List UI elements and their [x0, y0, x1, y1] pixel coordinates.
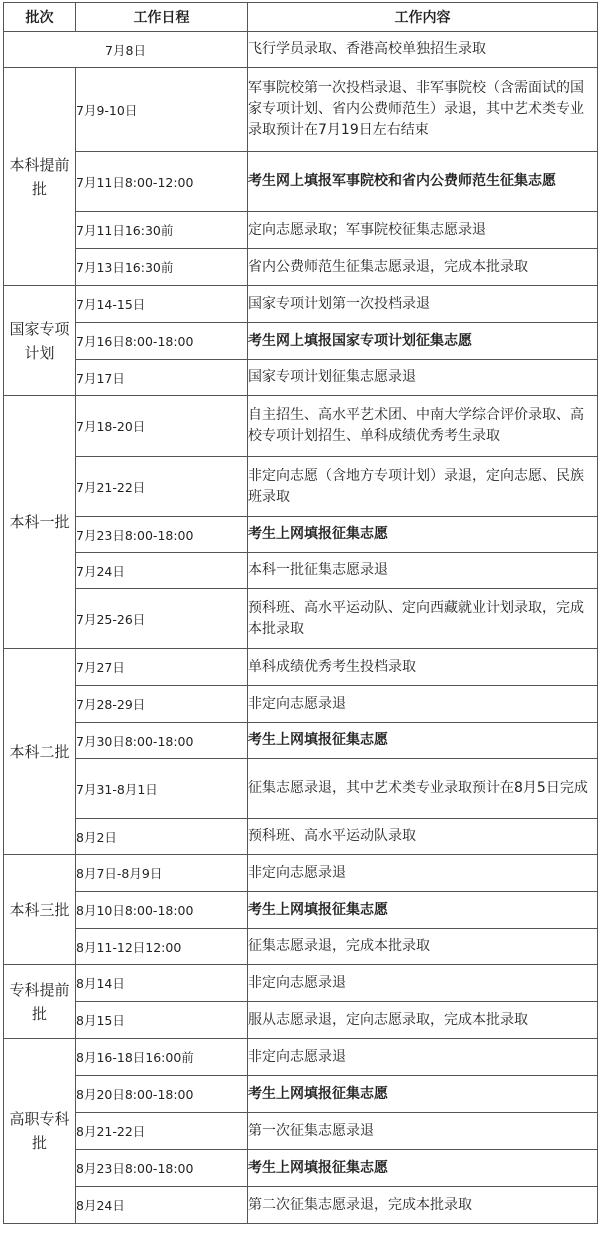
content-cell: 单科成绩优秀考生投档录取	[248, 649, 598, 686]
content-cell: 考生网上填报国家专项计划征集志愿	[248, 323, 598, 360]
table-row	[4, 517, 598, 553]
content-cell: 非定向志愿录退	[248, 1039, 598, 1076]
date-cell: 7月30日8:00-18:00	[76, 723, 248, 759]
date-cell: 8月16-18日16:00前	[76, 1039, 248, 1076]
table-row	[4, 965, 598, 1002]
table-row	[4, 855, 598, 892]
content-cell: 预科班、高水平运动队录取	[248, 819, 598, 855]
table-row	[4, 212, 598, 249]
header-row	[4, 3, 598, 32]
date-cell: 8月7日-8月9日	[76, 855, 248, 892]
content-cell: 预科班、高水平运动队、定向西藏就业计划录取，完成本批录取	[248, 589, 598, 649]
date-cell: 7月13日16:30前	[76, 249, 248, 286]
content-cell: 第一次征集志愿录退	[248, 1113, 598, 1150]
date-cell: 8月20日8:00-18:00	[76, 1076, 248, 1113]
content-cell: 非定向志愿（含地方专项计划）录退，定向志愿、民族班录取	[248, 457, 598, 517]
date-cell: 7月23日8:00-18:00	[76, 517, 248, 553]
date-cell: 8月21-22日	[76, 1113, 248, 1150]
date-cell: 7月16日8:00-18:00	[76, 323, 248, 360]
admission-schedule-table	[3, 2, 598, 1224]
table-row	[4, 929, 598, 965]
date-cell: 7月25-26日	[76, 589, 248, 649]
batch-cell: 本科一批	[4, 396, 76, 649]
header-date: 工作日程	[76, 3, 248, 32]
content-cell: 征集志愿录退，其中艺术类专业录取预计在8月5日完成	[248, 759, 598, 819]
batch-cell: 本科二批	[4, 649, 76, 855]
date-cell: 7月17日	[76, 360, 248, 396]
date-cell: 7月11日8:00-12:00	[76, 152, 248, 212]
table-row	[4, 1039, 598, 1076]
date-cell: 8月10日8:00-18:00	[76, 892, 248, 929]
table-row	[4, 68, 598, 152]
table-row	[4, 249, 598, 286]
table-row	[4, 286, 598, 323]
table-row	[4, 1150, 598, 1187]
content-cell: 考生上网填报征集志愿	[248, 517, 598, 553]
table-row	[4, 819, 598, 855]
date-cell: 7月31-8月1日	[76, 759, 248, 819]
table-row	[4, 1076, 598, 1113]
table-row	[4, 323, 598, 360]
date-cell: 7月18-20日	[76, 396, 248, 457]
table-row	[4, 360, 598, 396]
date-cell: 7月8日	[4, 32, 248, 68]
table-row	[4, 759, 598, 819]
date-cell: 8月11-12日12:00	[76, 929, 248, 965]
date-cell: 7月24日	[76, 553, 248, 589]
content-cell: 考生上网填报征集志愿	[248, 1150, 598, 1187]
content-cell: 国家专项计划第一次投档录退	[248, 286, 598, 323]
content-cell: 国家专项计划征集志愿录退	[248, 360, 598, 396]
table-row	[4, 152, 598, 212]
date-cell: 8月24日	[76, 1187, 248, 1224]
batch-cell: 高职专科批	[4, 1039, 76, 1224]
table-row	[4, 892, 598, 929]
content-cell: 征集志愿录退，完成本批录取	[248, 929, 598, 965]
content-cell: 考生上网填报征集志愿	[248, 1076, 598, 1113]
batch-cell: 本科提前批	[4, 68, 76, 286]
content-cell: 飞行学员录取、香港高校单独招生录取	[248, 32, 598, 68]
date-cell: 7月11日16:30前	[76, 212, 248, 249]
table-row	[4, 553, 598, 589]
table-row	[4, 396, 598, 457]
date-cell: 8月14日	[76, 965, 248, 1002]
batch-cell: 国家专项计划	[4, 286, 76, 396]
table-row	[4, 589, 598, 649]
date-cell: 7月9-10日	[76, 68, 248, 152]
batch-cell: 专科提前批	[4, 965, 76, 1039]
table-row	[4, 32, 598, 68]
content-cell: 考生上网填报征集志愿	[248, 723, 598, 759]
date-cell: 7月21-22日	[76, 457, 248, 517]
date-cell: 7月14-15日	[76, 286, 248, 323]
content-cell: 军事院校第一次投档录退、非军事院校（含需面试的国家专项计划、省内公费师范生）录退，其中艺术类专业录取预计在7月19日左右结束	[248, 68, 598, 152]
date-cell: 8月15日	[76, 1002, 248, 1039]
table-row	[4, 457, 598, 517]
batch-cell: 本科三批	[4, 855, 76, 965]
content-cell: 考生上网填报征集志愿	[248, 892, 598, 929]
table-row	[4, 686, 598, 723]
content-cell: 自主招生、高水平艺术团、中南大学综合评价录取、高校专项计划招生、单科成绩优秀考生录取	[248, 396, 598, 457]
date-cell: 8月23日8:00-18:00	[76, 1150, 248, 1187]
content-cell: 非定向志愿录退	[248, 855, 598, 892]
table-row	[4, 649, 598, 686]
content-cell: 考生网上填报军事院校和省内公费师范生征集志愿	[248, 152, 598, 212]
content-cell: 本科一批征集志愿录退	[248, 553, 598, 589]
table-row	[4, 1002, 598, 1039]
content-cell: 省内公费师范生征集志愿录退，完成本批录取	[248, 249, 598, 286]
date-cell: 7月28-29日	[76, 686, 248, 723]
table-row	[4, 1113, 598, 1150]
header-batch: 批次	[4, 3, 76, 32]
table-row	[4, 1187, 598, 1224]
content-cell: 服从志愿录退，定向志愿录取，完成本批录取	[248, 1002, 598, 1039]
date-cell: 7月27日	[76, 649, 248, 686]
content-cell: 第二次征集志愿录退，完成本批录取	[248, 1187, 598, 1224]
content-cell: 定向志愿录取；军事院校征集志愿录退	[248, 212, 598, 249]
header-content: 工作内容	[248, 3, 598, 32]
date-cell: 8月2日	[76, 819, 248, 855]
content-cell: 非定向志愿录退	[248, 965, 598, 1002]
table-row	[4, 723, 598, 759]
content-cell: 非定向志愿录退	[248, 686, 598, 723]
